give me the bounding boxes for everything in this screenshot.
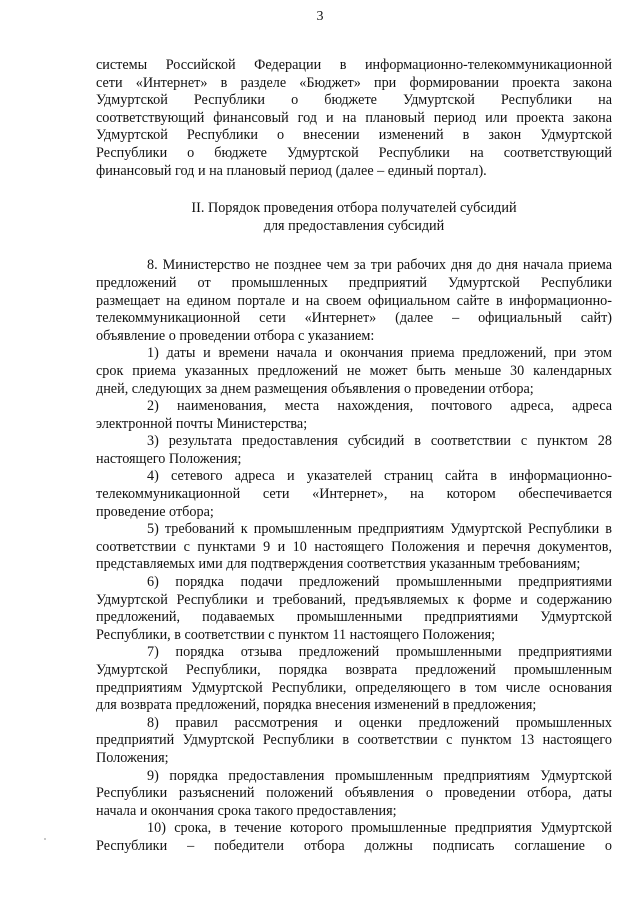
paragraph-line: 2) наименования, места нахождения, почтового адреса, адреса [147,398,612,415]
intro-line: системы Российской Федерации в информационно-телекоммуникационной [96,57,612,73]
paragraph-line: проведение отбора; [96,503,214,520]
page-number: 3 [316,9,324,24]
item-7 [96,644,612,714]
intro-paragraph [96,57,612,180]
paragraph-line: для возврата предложений, порядка внесения изменений в предложения; [96,697,537,714]
item-9 [96,768,612,821]
paragraph-line: предложений, подаваемых промышленными предприятиями Удмуртской [96,609,612,626]
paragraph-line: предложений от промышленных предприятий Удмуртской Республики [96,274,612,291]
paragraph-line: 6) порядка подачи предложений промышленными предприятиями [147,574,612,591]
item-2 [96,398,612,433]
item-8 [96,715,612,768]
paragraph-line: 4) сетевого адреса и указателей страниц сайта в информационно- [147,468,612,485]
paragraph-line: предприятий Удмуртской Республики в соответствии с пунктом 13 настоящего [96,732,612,749]
paragraph-line: предприятиям Удмуртской Республики, определяющего в том числе основания [96,679,612,696]
paragraph-line: соответствии с пунктами 9 и 10 настоящего Положения и перечня документов, [96,538,612,555]
document-body [96,57,612,856]
intro-line: Удмуртской Республики о бюджете Удмуртской Республики на [96,92,612,109]
intro-line: Удмуртской Республики о внесении изменений в закон Удмуртской [96,127,612,144]
paragraph-line: 7) порядка отзыва предложений промышленными предприятиями [147,644,612,661]
item-6 [96,574,612,644]
paragraph-line: 1) даты и времени начала и окончания приема предложений, при этом [147,345,612,362]
item-3 [96,433,612,468]
paragraph-8 [96,257,612,345]
intro-line: соответствующий финансовый год и на плановый период или проекта закона [96,109,612,126]
paragraph-line: Республики – победители отбора должны подписать соглашение о [96,837,612,854]
intro-line: сети «Интернет» в разделе «Бюджет» при формировании проекта закона [96,74,612,91]
paragraph-line: 8. Министерство не позднее чем за три рабочих дня до дня начала приема [147,257,612,274]
paragraph-line: Республики разъяснений положений объявления о проведении отбора, даты [96,785,612,802]
intro-line: финансовый год и на плановый период (далее – единый портал). [96,162,487,179]
paragraph-line: представляемых ими для подтверждения соответствия указанным требованиям; [96,556,581,573]
paragraph-line: Удмуртской Республики, порядка возврата предложений промышленным [96,662,612,678]
paragraph-line: срок приема указанных предложений не может быть меньше 30 календарных [96,362,612,379]
paragraph-line: Удмуртской Республики и требований, предъявляемых к форме и содержанию [96,591,612,608]
item-1 [96,345,612,398]
paragraph-line: начала и окончания срока такого предоставления; [96,802,397,819]
paragraph-line: телекоммуникационной сети «Интернет» (далее – официальный сайт) [96,310,612,327]
paragraph-line: 9) порядка предоставления промышленным предприятиям Удмуртской [147,767,612,784]
paragraph-line: 10) срока, в течение которого промышленные предприятия Удмуртской [147,820,612,837]
section-paragraphs [96,257,612,855]
item-4 [96,468,612,521]
intro-line: Республики о бюджете Удмуртской Республики на соответствующий [96,144,612,161]
section-heading [96,200,612,235]
heading-line: II. Порядок проведения отбора получателей субсидий [191,200,517,217]
paragraph-line: Положения; [96,749,169,766]
paragraph-line: настоящего Положения; [96,450,242,467]
heading-line: для предоставления субсидий [263,217,445,234]
item-5 [96,521,612,574]
paragraph-line: телекоммуникационной сети «Интернет», на котором обеспечивается [96,486,612,503]
paragraph-line: 5) требований к промышленным предприятиям Удмуртской Республики в [147,521,612,538]
item-10 [96,820,612,855]
paragraph-line: объявление о проведении отбора с указанием: [96,327,375,344]
scan-speck [44,838,46,840]
paragraph-line: электронной почты Министерства; [96,415,308,432]
paragraph-line: дней, следующих за днем размещения объявления о проведении отбора; [96,380,534,397]
paragraph-line: размещает на едином портале и на своем официальном сайте в информационно- [96,292,612,309]
paragraph-line: 8) правил рассмотрения и оценки предложений промышленных [147,714,612,731]
paragraph-line: Республики, в соответствии с пунктом 11 настоящего Положения; [96,626,496,643]
paragraph-line: 3) результата предоставления субсидий в соответствии с пунктом 28 [147,433,612,450]
